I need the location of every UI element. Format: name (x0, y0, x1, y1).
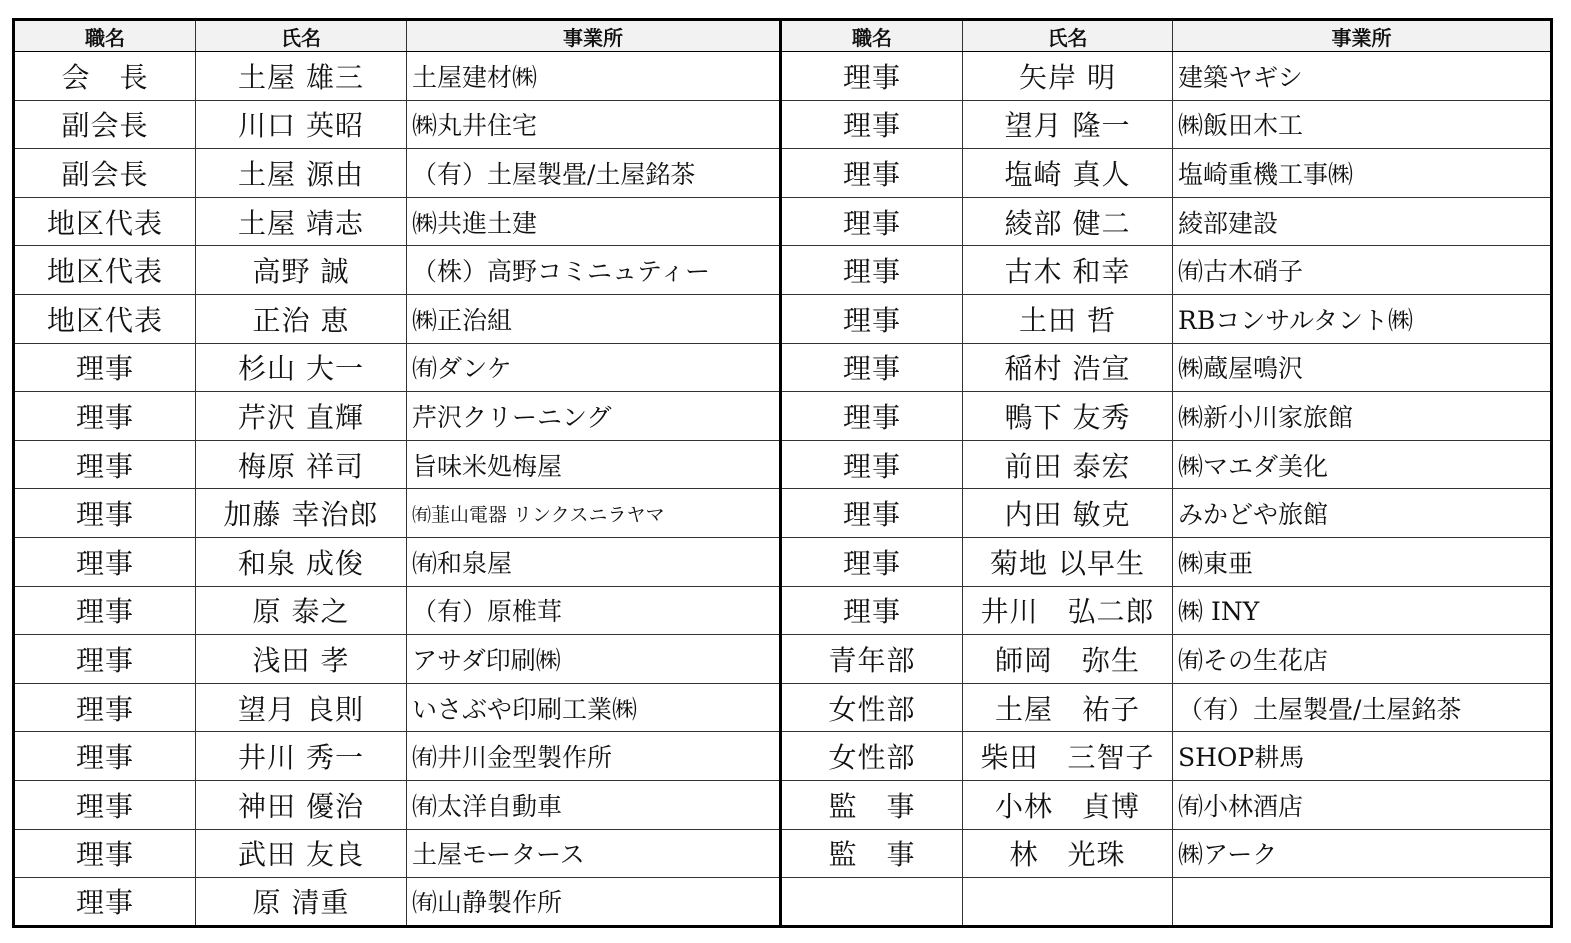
left-role-cell: 理事 (14, 683, 196, 732)
right-role-cell: 監 事 (781, 780, 963, 829)
left-name-cell: 芹沢 直輝 (196, 392, 407, 441)
right-name-cell: 稲村 浩宣 (963, 343, 1173, 392)
left-office-cell: 芹沢クリーニング (407, 392, 781, 441)
left-name-cell: 武田 友良 (196, 829, 407, 878)
right-role-cell: 理事 (781, 489, 963, 538)
left-name-cell: 高野 誠 (196, 246, 407, 295)
right-role-cell: 監 事 (781, 829, 963, 878)
right-name-cell: 小林 貞博 (963, 780, 1173, 829)
header-name-left: 氏名 (196, 20, 407, 52)
right-role-cell (781, 878, 963, 927)
right-role-cell: 理事 (781, 100, 963, 149)
left-name-cell: 土屋 源由 (196, 149, 407, 198)
right-office-cell: ㈱新小川家旅館 (1173, 392, 1552, 441)
right-role-cell: 理事 (781, 52, 963, 101)
left-office-cell: アサダ印刷㈱ (407, 635, 781, 684)
left-office-cell: （有）原椎茸 (407, 586, 781, 635)
left-role-cell: 理事 (14, 489, 196, 538)
right-name-cell: 土田 哲 (963, 294, 1173, 343)
left-name-cell: 望月 良則 (196, 683, 407, 732)
table-row (14, 829, 1552, 878)
right-name-cell: 古木 和幸 (963, 246, 1173, 295)
right-office-cell: ㈲古木硝子 (1173, 246, 1552, 295)
table-row (14, 586, 1552, 635)
right-name-cell: 綾部 健二 (963, 197, 1173, 246)
left-office-cell: ㈱正治組 (407, 294, 781, 343)
left-name-cell: 川口 英昭 (196, 100, 407, 149)
table-row (14, 732, 1552, 781)
right-office-cell: 塩崎重機工事㈱ (1173, 149, 1552, 198)
left-name-cell: 土屋 雄三 (196, 52, 407, 101)
table-row (14, 635, 1552, 684)
table-row (14, 246, 1552, 295)
header-role-left: 職名 (14, 20, 196, 52)
table-row (14, 52, 1552, 101)
right-role-cell: 理事 (781, 586, 963, 635)
right-name-cell (963, 878, 1173, 927)
left-office-cell: いさぶや印刷工業㈱ (407, 683, 781, 732)
table-row (14, 878, 1552, 927)
left-office-cell: 土屋建材㈱ (407, 52, 781, 101)
officer-roster-table (12, 18, 1553, 928)
right-role-cell: 理事 (781, 440, 963, 489)
right-role-cell: 理事 (781, 343, 963, 392)
right-name-cell: 井川 弘二郎 (963, 586, 1173, 635)
right-name-cell: 土屋 祐子 (963, 683, 1173, 732)
right-name-cell: 前田 泰宏 (963, 440, 1173, 489)
header-name-right: 氏名 (963, 20, 1173, 52)
left-role-cell: 地区代表 (14, 294, 196, 343)
right-role-cell: 女性部 (781, 732, 963, 781)
right-role-cell: 理事 (781, 537, 963, 586)
left-office-cell: ㈲井川金型製作所 (407, 732, 781, 781)
left-office-cell: ㈱共進土建 (407, 197, 781, 246)
right-office-cell: みかどや旅館 (1173, 489, 1552, 538)
left-name-cell: 浅田 孝 (196, 635, 407, 684)
right-name-cell: 柴田 三智子 (963, 732, 1173, 781)
left-role-cell: 地区代表 (14, 246, 196, 295)
left-office-cell: （株）高野コミニュティー (407, 246, 781, 295)
right-office-cell: ㈱アーク (1173, 829, 1552, 878)
header-row (14, 20, 1552, 52)
header-office-left: 事業所 (407, 20, 781, 52)
table-row (14, 294, 1552, 343)
left-role-cell: 理事 (14, 537, 196, 586)
right-office-cell: ㈱蔵屋鳴沢 (1173, 343, 1552, 392)
right-office-cell: RBコンサルタント㈱ (1173, 294, 1552, 343)
table-row (14, 197, 1552, 246)
right-name-cell: 内田 敏克 (963, 489, 1173, 538)
left-name-cell: 正治 恵 (196, 294, 407, 343)
right-name-cell: 師岡 弥生 (963, 635, 1173, 684)
header-office-right: 事業所 (1173, 20, 1552, 52)
left-role-cell: 理事 (14, 732, 196, 781)
table-row (14, 780, 1552, 829)
table-row (14, 537, 1552, 586)
left-office-cell: （有）土屋製畳/土屋銘茶 (407, 149, 781, 198)
table-row (14, 683, 1552, 732)
left-role-cell: 会 長 (14, 52, 196, 101)
left-role-cell: 理事 (14, 635, 196, 684)
right-role-cell: 理事 (781, 246, 963, 295)
roster-body (14, 52, 1552, 927)
right-office-cell: 綾部建設 (1173, 197, 1552, 246)
left-name-cell: 井川 秀一 (196, 732, 407, 781)
right-role-cell: 青年部 (781, 635, 963, 684)
right-office-cell: 建築ヤギシ (1173, 52, 1552, 101)
left-role-cell: 理事 (14, 440, 196, 489)
left-role-cell: 理事 (14, 392, 196, 441)
left-name-cell: 梅原 祥司 (196, 440, 407, 489)
left-name-cell: 杉山 大一 (196, 343, 407, 392)
left-name-cell: 和泉 成俊 (196, 537, 407, 586)
right-office-cell: ㈱ INY (1173, 586, 1552, 635)
header-role-right: 職名 (781, 20, 963, 52)
right-role-cell: 理事 (781, 197, 963, 246)
right-office-cell: SHOP耕馬 (1173, 732, 1552, 781)
left-name-cell: 土屋 靖志 (196, 197, 407, 246)
left-role-cell: 理事 (14, 586, 196, 635)
right-office-cell: ㈱飯田木工 (1173, 100, 1552, 149)
right-name-cell: 望月 隆一 (963, 100, 1173, 149)
right-office-cell: ㈲小林酒店 (1173, 780, 1552, 829)
table-row (14, 100, 1552, 149)
right-name-cell: 矢岸 明 (963, 52, 1173, 101)
left-name-cell: 原 清重 (196, 878, 407, 927)
left-office-cell: ㈲ダンケ (407, 343, 781, 392)
left-office-cell: ㈲太洋自動車 (407, 780, 781, 829)
left-role-cell: 副会長 (14, 100, 196, 149)
left-role-cell: 理事 (14, 829, 196, 878)
left-name-cell: 原 泰之 (196, 586, 407, 635)
left-office-cell: ㈲和泉屋 (407, 537, 781, 586)
left-role-cell: 地区代表 (14, 197, 196, 246)
table-row (14, 149, 1552, 198)
right-office-cell (1173, 878, 1552, 927)
left-office-cell: ㈱丸井住宅 (407, 100, 781, 149)
right-role-cell: 女性部 (781, 683, 963, 732)
right-name-cell: 鴨下 友秀 (963, 392, 1173, 441)
right-role-cell: 理事 (781, 392, 963, 441)
table-row (14, 392, 1552, 441)
left-office-cell: ㈲山静製作所 (407, 878, 781, 927)
right-name-cell: 菊地 以早生 (963, 537, 1173, 586)
left-name-cell: 神田 優治 (196, 780, 407, 829)
right-office-cell: （有）土屋製畳/土屋銘茶 (1173, 683, 1552, 732)
right-name-cell: 林 光珠 (963, 829, 1173, 878)
left-office-cell: 土屋モータース (407, 829, 781, 878)
left-role-cell: 副会長 (14, 149, 196, 198)
table-row (14, 489, 1552, 538)
right-office-cell: ㈱東亜 (1173, 537, 1552, 586)
right-name-cell: 塩崎 真人 (963, 149, 1173, 198)
left-role-cell: 理事 (14, 343, 196, 392)
left-role-cell: 理事 (14, 780, 196, 829)
table-row (14, 440, 1552, 489)
right-office-cell: ㈲その生花店 (1173, 635, 1552, 684)
left-office-cell: 旨味米処梅屋 (407, 440, 781, 489)
left-role-cell: 理事 (14, 878, 196, 927)
left-name-cell: 加藤 幸治郎 (196, 489, 407, 538)
table-row (14, 343, 1552, 392)
left-office-cell: ㈲韮山電器 リンクスニラヤマ (407, 489, 781, 538)
right-office-cell: ㈱マエダ美化 (1173, 440, 1552, 489)
right-role-cell: 理事 (781, 149, 963, 198)
right-role-cell: 理事 (781, 294, 963, 343)
